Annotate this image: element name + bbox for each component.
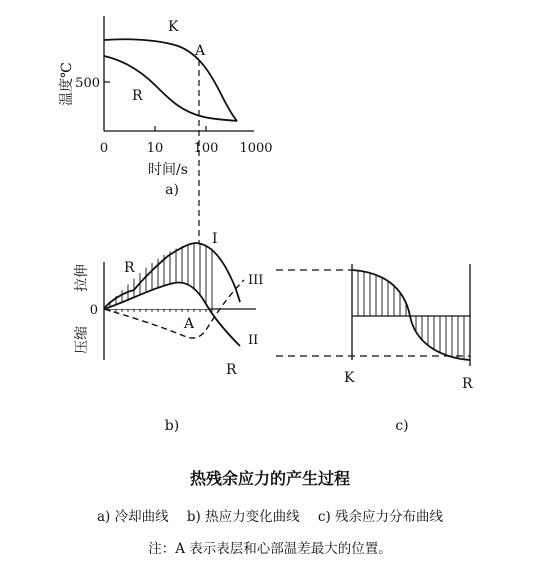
panel-c-caption: c)	[395, 418, 409, 434]
panel-b-point-a-label: A	[184, 316, 195, 332]
panel-a-curve-r	[104, 56, 237, 121]
legend-item-a: a) 冷却曲线	[96, 509, 169, 525]
panel-b-curve-i-label: I	[212, 231, 218, 247]
panel-b-caption: b)	[164, 418, 180, 434]
figure-title: 热残余应力的产生过程	[189, 469, 350, 488]
figure-legend	[0, 505, 540, 525]
panel-a	[58, 16, 273, 198]
panel-a-x-tick-label: 1000	[239, 141, 273, 156]
panel-c	[276, 260, 473, 434]
legend-item-b: b) 热应力变化曲线	[186, 509, 300, 525]
panel-a-x-tick-label: 100	[193, 141, 219, 156]
panel-a-point-a-label: A	[195, 43, 206, 59]
panel-b-origin-label: 0	[89, 303, 98, 318]
panel-b-curve-ii-label: II	[248, 333, 259, 348]
panel-b-compression-label: 压缩	[74, 326, 90, 354]
panel-a-x-tick-label: 10	[146, 141, 164, 156]
panel-a-curve-r-label: R	[132, 88, 143, 104]
panel-a-x-axis-label: 时间/s	[148, 162, 188, 178]
panel-a-curve-k	[104, 39, 237, 121]
panel-b	[73, 230, 263, 434]
panel-b-curve-iii-label: III	[248, 273, 264, 288]
panel-b-curve-i-tail	[232, 280, 240, 302]
panel-c-r-label: R	[462, 376, 473, 392]
panel-a-y-tick-label: 500	[75, 76, 100, 91]
panel-a-x-tick-label: 0	[99, 141, 109, 156]
panel-b-r-bottom-label: R	[226, 362, 237, 378]
panel-a-curve-k-label: K	[168, 19, 179, 35]
figure-note: 注：A 表示表层和心部温差最大的位置。	[148, 541, 392, 557]
panel-b-r-top-label: R	[124, 260, 135, 276]
panel-b-tension-label: 拉伸	[74, 264, 90, 292]
panel-a-caption: a)	[165, 182, 179, 198]
panel-c-k-label: K	[344, 370, 355, 386]
panel-a-y-axis-label: 温度℃	[59, 62, 75, 106]
legend-item-c: c) 残余应力分布曲线	[317, 509, 444, 525]
